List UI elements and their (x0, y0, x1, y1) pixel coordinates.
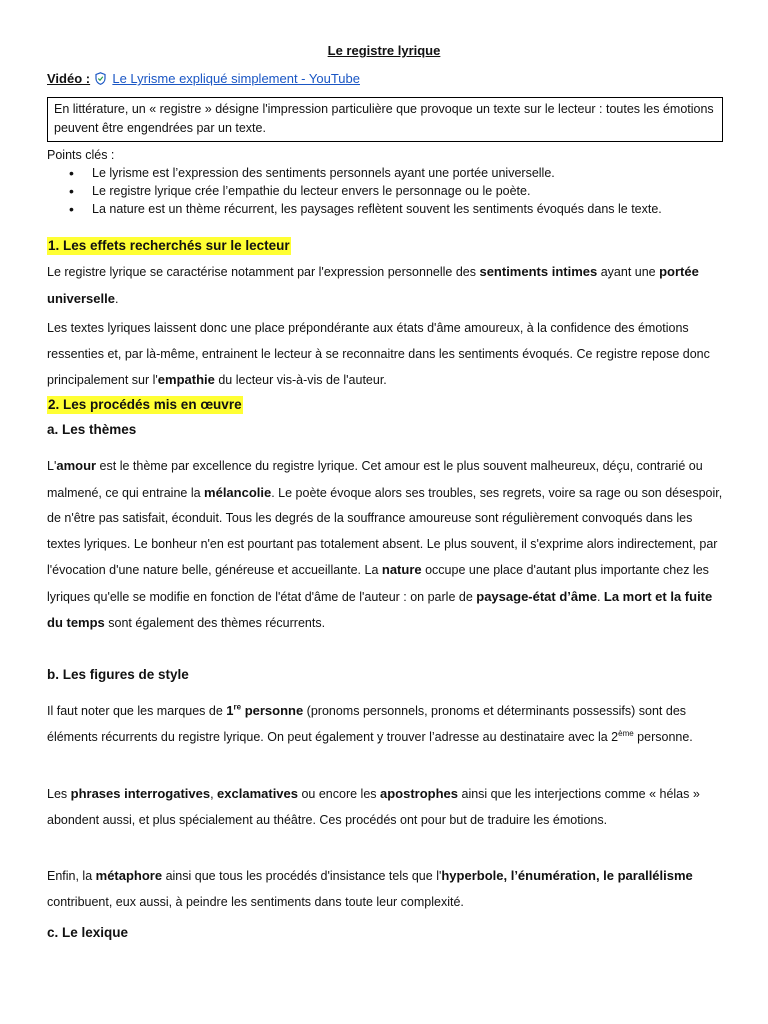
key-points-title: Points clés : (47, 148, 115, 162)
key-point-item: • Le lyrisme est l’expression des sentiments personnels ayant une portée universelle. (47, 164, 707, 182)
section1-heading: 1. Les effets recherchés sur le lecteur (48, 238, 290, 253)
section2-heading: 2. Les procédés mis en œuvre (48, 397, 242, 412)
key-point-item: • Le registre lyrique crée l’empathie du lecteur envers le personnage ou le poète. (47, 182, 707, 200)
section1-paragraph-2: Les textes lyriques laissent donc une place prépondérante aux états d'âme amoureux, à la confidence des émotions ressenties et, par là-même, entrainent le lecteur à se reconnaitre dans les sentiments évoqués. Ce registre repose donc principalement sur l'empathie du lecteur vis-à-vis de l'auteur. (47, 321, 710, 387)
page-title: Le registre lyrique (327, 43, 441, 58)
section1-paragraph-1: Le registre lyrique se caractérise notamment par l'expression personnelle des sentiments intimes ayant une portée universelle. (47, 264, 699, 306)
subsection-c-heading: c. Le lexique (47, 925, 129, 940)
subsection-b-heading: b. Les figures de style (47, 667, 189, 682)
subsection-a-paragraph: L'amour est le thème par excellence du registre lyrique. Cet amour est le plus souvent malheureux, déçu, contrarié ou malmené, ce qui entraine la mélancolie. Le poète évoque alors ses troubles, ses regrets, voire sa rage ou son désespoir, de n'être pas satisfait, éconduit. Tous les degrés de la souffrance amoureuse sont régulièrement convoqués dans les textes lyriques. Le bonheur n'en est pourtant pas totalement absent. Le plus souvent, il s'exprime alors indirectement, par l'évocation d'une nature belle, généreuse et accueillante. La nature occupe une place d'autant plus importante chez les lyriques qu'elle se modifie en fonction de l'état d'âme de l'auteur : on parle de paysage-état d’âme. La mort et la fuite du temps sont également des thèmes récurrents. (47, 458, 723, 630)
subsection-b-paragraph-2: Les phrases interrogatives, exclamatives ou encore les apostrophes ainsi que les interjections comme « hélas » abondent aussi, et plus spécialement au théâtre. Ces procédés ont pour but de traduire les émotions. (47, 786, 700, 827)
subsection-b-paragraph-1: Il faut noter que les marques de 1re personne (pronoms personnels, pronoms et déterminants possessifs) sont des éléments récurrents du registre lyrique. On peut également y trouver l’adresse au destinataire avec la 2ème personne. (47, 702, 693, 744)
shield-icon (95, 72, 106, 88)
subsection-a-heading: a. Les thèmes (47, 422, 137, 437)
subsection-b-paragraph-3: Enfin, la métaphore ainsi que tous les procédés d'insistance tels que l'hyperbole, l’énumération, le parallélisme contribuent, eux aussi, à peindre les sentiments dans toute leur complexité. (47, 868, 693, 909)
video-label: Vidéo : (47, 71, 91, 86)
definition-box: En littérature, un « registre » désigne l'impression particulière que provoque un texte sur le lecteur : toutes les émotions peuvent être engendrées par un texte. (47, 97, 723, 142)
key-point-item: • La nature est un thème récurrent, les paysages reflètent souvent les sentiments évoqués dans le texte. (47, 200, 707, 218)
youtube-video-link[interactable]: Le Lyrisme expliqué simplement - YouTube (112, 71, 360, 86)
key-points-list (47, 164, 707, 218)
video-line (47, 71, 360, 88)
